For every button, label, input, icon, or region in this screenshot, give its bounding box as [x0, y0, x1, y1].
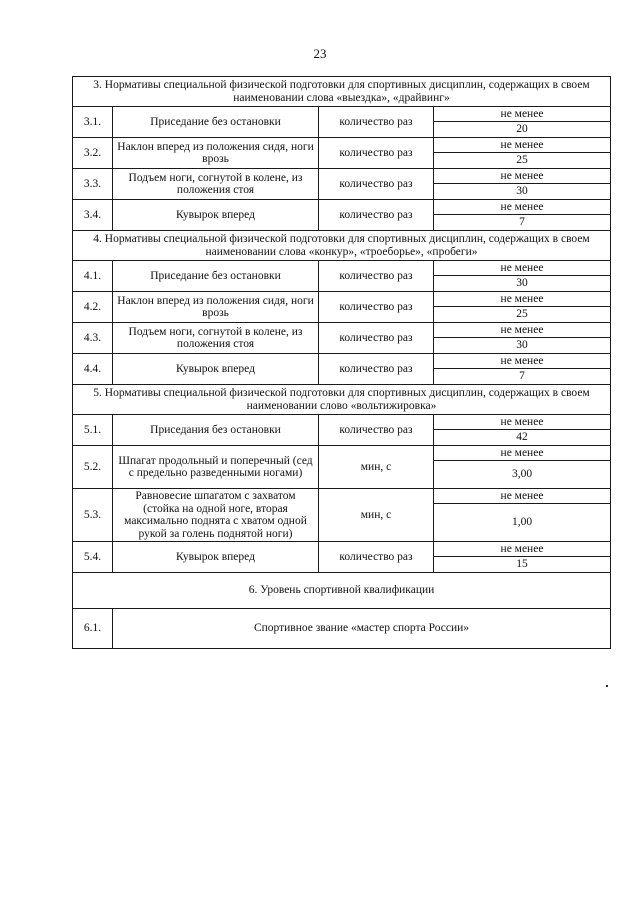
section-title: 3. Нормативы специальной физической подготовки для спортивных дисциплин, содержащих в своем наименовании слова «выездка», «драйвинг»: [73, 77, 611, 107]
condition-label: не менее: [434, 292, 611, 307]
unit: количество раз: [319, 169, 434, 200]
section-title: 6. Уровень спортивной квалификации: [73, 573, 611, 609]
row-number: 3.3.: [73, 169, 113, 200]
row-number: 4.1.: [73, 261, 113, 292]
row-number: 4.4.: [73, 354, 113, 385]
norm-value: 15: [434, 557, 611, 573]
norm-value: 7: [434, 215, 611, 231]
norm-value: 30: [434, 184, 611, 200]
unit: количество раз: [319, 261, 434, 292]
exercise-name: Наклон вперед из положения сидя, ноги врозь: [113, 138, 319, 169]
table-row: [73, 107, 611, 122]
row-number: 5.2.: [73, 446, 113, 489]
exercise-name: Кувырок вперед: [113, 542, 319, 573]
unit: количество раз: [319, 292, 434, 323]
section-header-row: [73, 385, 611, 415]
unit: количество раз: [319, 200, 434, 231]
condition-label: не менее: [434, 200, 611, 215]
table-row: [73, 169, 611, 184]
row-number: 3.4.: [73, 200, 113, 231]
unit: количество раз: [319, 542, 434, 573]
exercise-name: Приседание без остановки: [113, 261, 319, 292]
exercise-name: Приседания без остановки: [113, 415, 319, 446]
norm-value: 30: [434, 338, 611, 354]
table-row: [73, 609, 611, 649]
condition-label: не менее: [434, 354, 611, 369]
condition-label: не менее: [434, 261, 611, 276]
norm-value: 3,00: [434, 461, 611, 489]
standards-table: [72, 76, 611, 649]
table-row: [73, 323, 611, 338]
section-title: 5. Нормативы специальной физической подготовки для спортивных дисциплин, содержащих в своем наименовании слово «вольтижировка»: [73, 385, 611, 415]
table-row: [73, 489, 611, 504]
norm-value: 25: [434, 307, 611, 323]
table-row: [73, 415, 611, 430]
condition-label: не менее: [434, 323, 611, 338]
condition-label: не менее: [434, 169, 611, 184]
unit: количество раз: [319, 323, 434, 354]
row-number: 4.2.: [73, 292, 113, 323]
exercise-name: Равновесие шпагатом с захватом (стойка на одной ноге, вторая максимально поднята с хватом одной рукой за голень поднятой ноги): [113, 489, 319, 542]
unit: мин, с: [319, 489, 434, 542]
norm-value: 25: [434, 153, 611, 169]
condition-label: не менее: [434, 489, 611, 504]
exercise-name: Наклон вперед из положения сидя, ноги врозь: [113, 292, 319, 323]
table-row: [73, 138, 611, 153]
row-number: 3.1.: [73, 107, 113, 138]
exercise-name: Приседание без остановки: [113, 107, 319, 138]
row-number: 5.1.: [73, 415, 113, 446]
row-number: 3.2.: [73, 138, 113, 169]
norm-value: 20: [434, 122, 611, 138]
standards-table-container: [72, 76, 610, 649]
row-number: 5.3.: [73, 489, 113, 542]
exercise-name: Шпагат продольный и поперечный (сед с предельно разведенными ногами): [113, 446, 319, 489]
norm-value: 1,00: [434, 504, 611, 542]
section-title: 4. Нормативы специальной физической подготовки для спортивных дисциплин, содержащих в своем наименовании слова «конкур», «троеборье», «пробеги»: [73, 231, 611, 261]
condition-label: не менее: [434, 107, 611, 122]
condition-label: не менее: [434, 415, 611, 430]
norm-value: 42: [434, 430, 611, 446]
section-header-row: [73, 231, 611, 261]
section-header-row: [73, 573, 611, 609]
table-row: [73, 446, 611, 461]
table-row: [73, 200, 611, 215]
table-row: [73, 542, 611, 557]
norm-value: 30: [434, 276, 611, 292]
condition-label: не менее: [434, 446, 611, 461]
table-row: [73, 292, 611, 307]
row-number: 4.3.: [73, 323, 113, 354]
table-row: [73, 354, 611, 369]
exercise-name: Подъем ноги, согнутой в колене, из положения стоя: [113, 323, 319, 354]
qualification-text: Спортивное звание «мастер спорта России»: [113, 609, 611, 649]
unit: количество раз: [319, 415, 434, 446]
exercise-name: Кувырок вперед: [113, 354, 319, 385]
norm-value: 7: [434, 369, 611, 385]
unit: мин, с: [319, 446, 434, 489]
row-number: 6.1.: [73, 609, 113, 649]
exercise-name: Кувырок вперед: [113, 200, 319, 231]
row-number: 5.4.: [73, 542, 113, 573]
section-header-row: [73, 77, 611, 107]
page-number: 23: [313, 46, 327, 61]
exercise-name: Подъем ноги, согнутой в колене, из положения стоя: [113, 169, 319, 200]
unit: количество раз: [319, 138, 434, 169]
scan-mark: [606, 685, 608, 687]
unit: количество раз: [319, 107, 434, 138]
condition-label: не менее: [434, 542, 611, 557]
condition-label: не менее: [434, 138, 611, 153]
table-row: [73, 261, 611, 276]
unit: количество раз: [319, 354, 434, 385]
